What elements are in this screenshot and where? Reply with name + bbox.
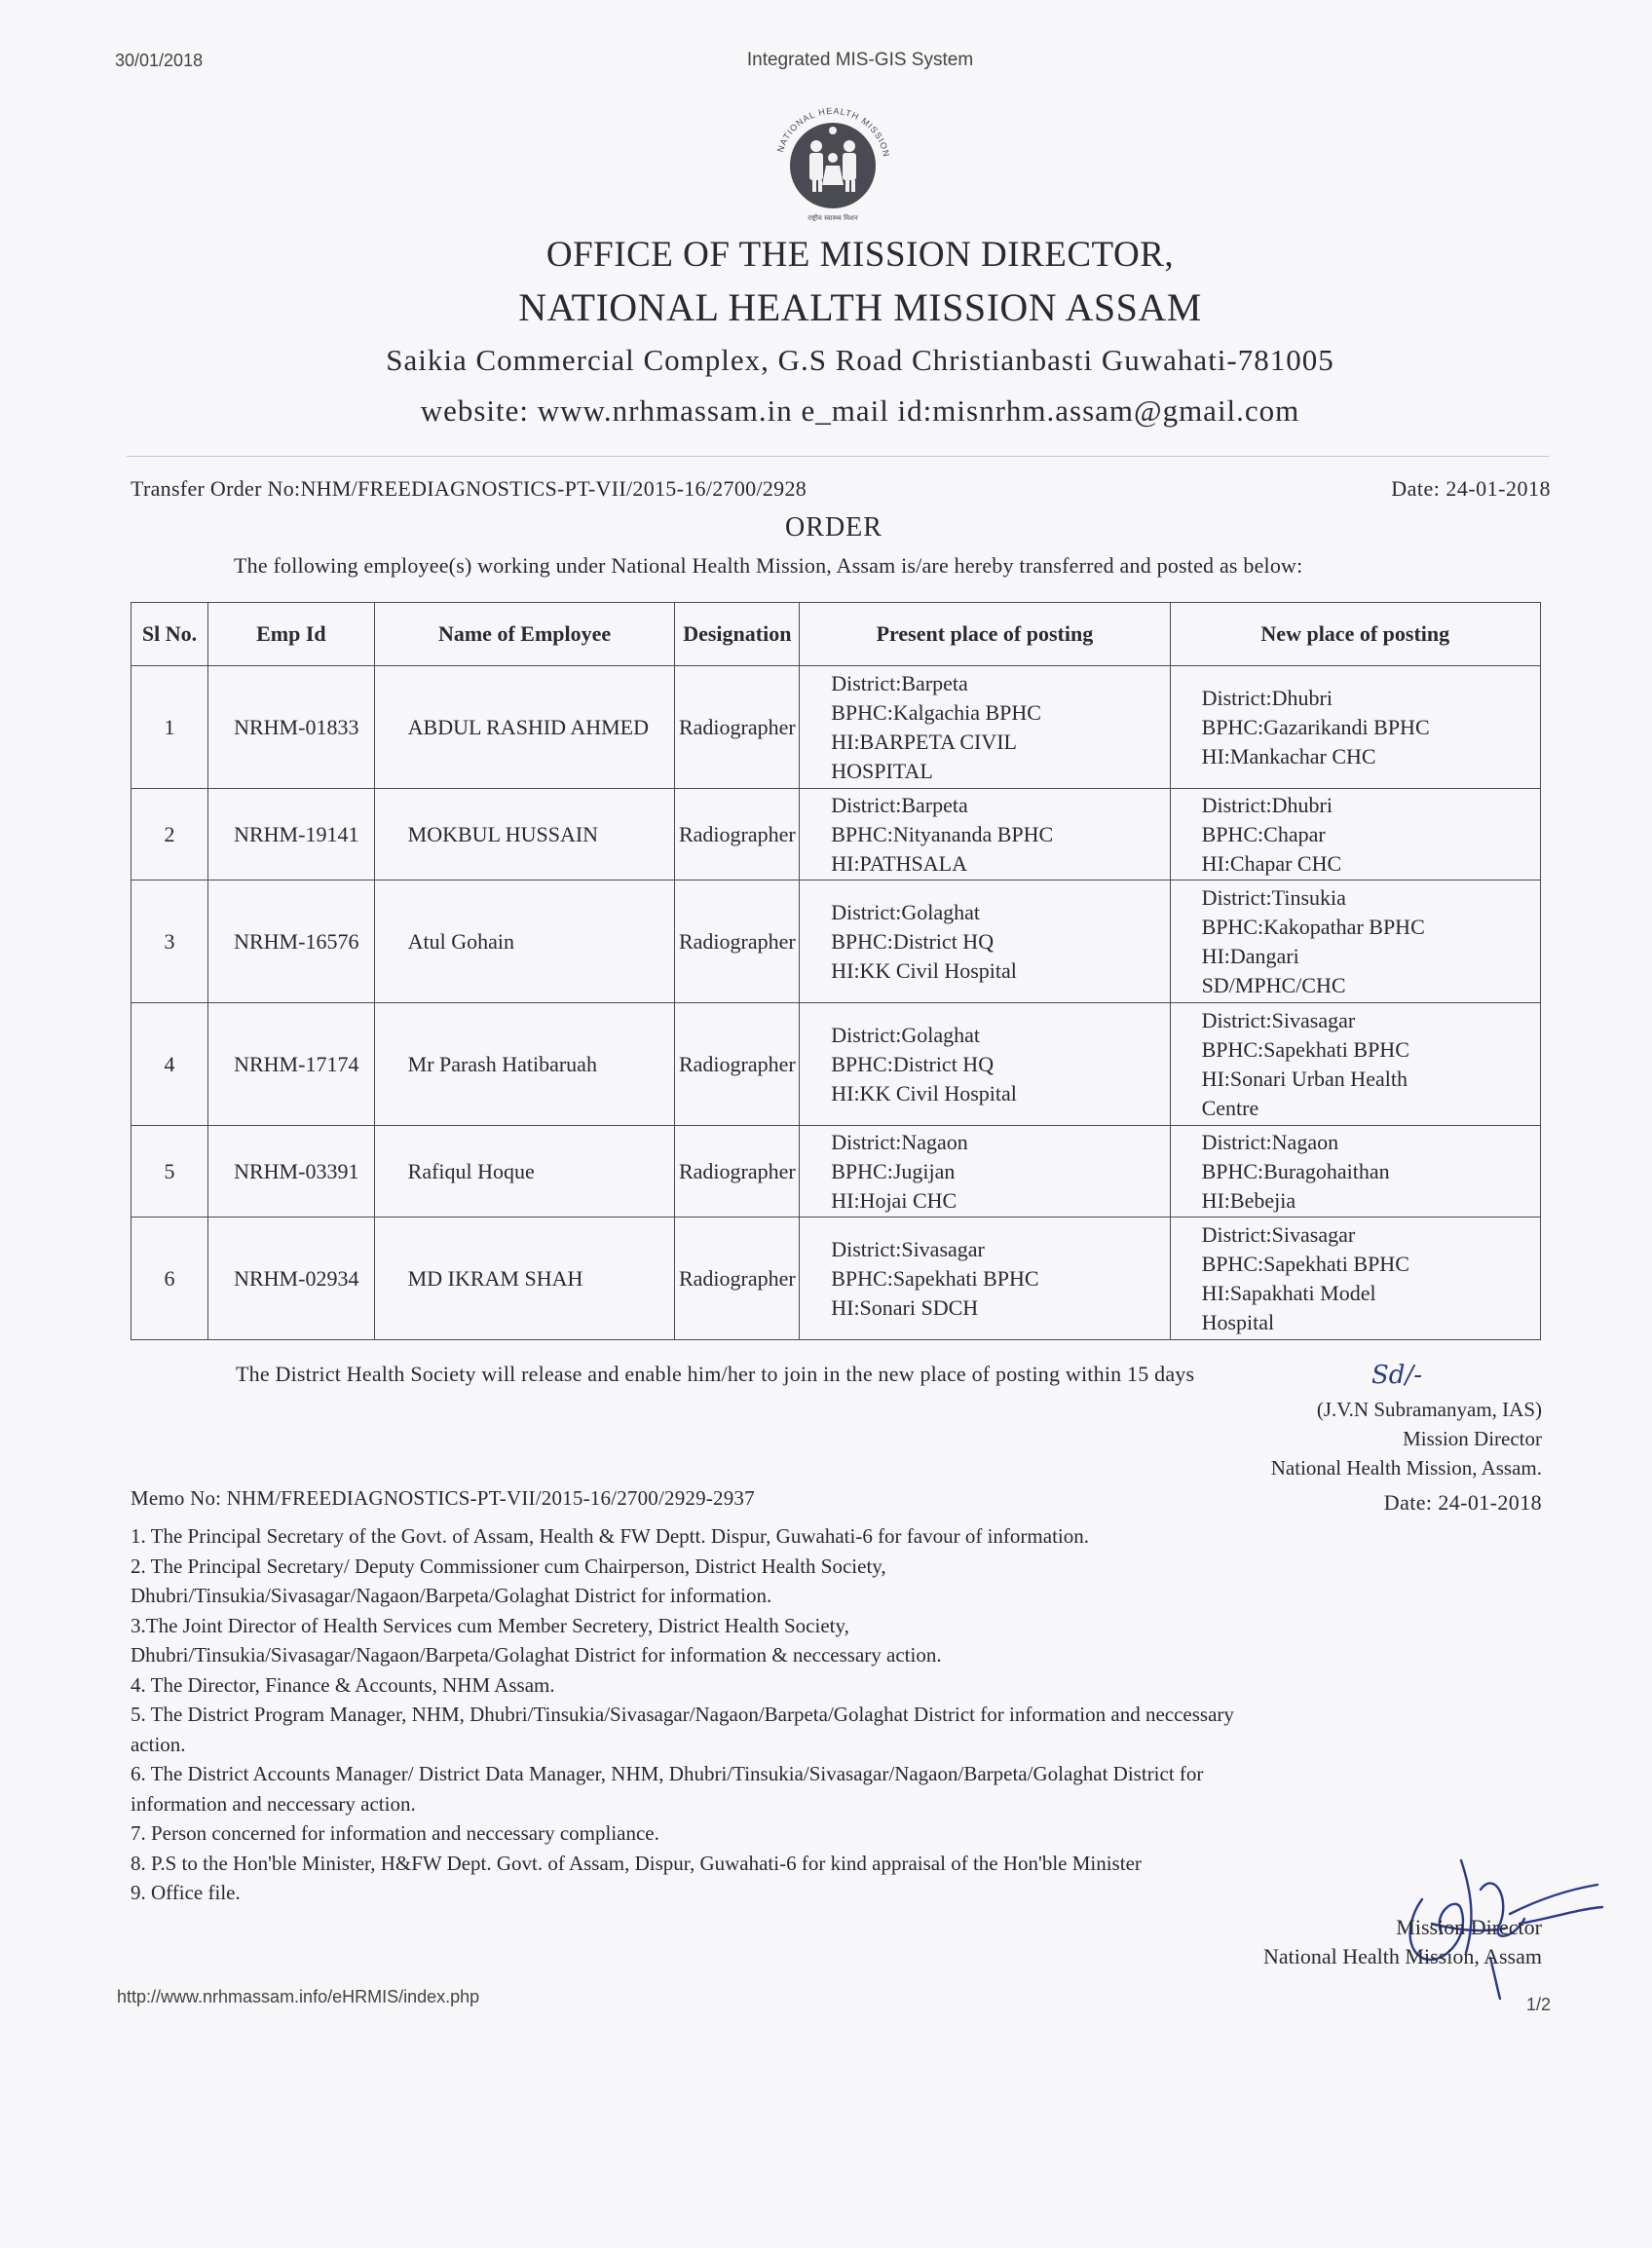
copy-to-item: Dhubri/Tinsukia/Sivasagar/Nagaon/Barpeta/Golaghat District for information & neccessary action. [131, 1643, 942, 1667]
posting-line: BPHC:Sapekhati BPHC [831, 1265, 1039, 1291]
posting-line: BPHC:Sapekhati BPHC [1201, 1251, 1409, 1276]
header-emp-id: Emp Id [208, 603, 375, 666]
table-row [131, 666, 1541, 789]
header-sl-no: Sl No. [131, 603, 208, 666]
signatory-org: National Health Mission, Assam [1263, 1944, 1542, 1968]
signatory-org: National Health Mission, Assam. [1270, 1456, 1542, 1480]
cell-employee-name: MOKBUL HUSSAIN [374, 789, 675, 880]
cell-present-posting [800, 1003, 1170, 1126]
copy-to-item: 4. The Director, Finance & Accounts, NHM Assam. [131, 1672, 555, 1697]
posting-line: District:Barpeta [831, 792, 968, 817]
posting-line: HI:PATHSALA [831, 850, 968, 876]
copy-to-item: 2. The Principal Secretary/ Deputy Commissioner cum Chairperson, District Health Society, [131, 1554, 886, 1578]
cell-present-posting [800, 880, 1170, 1003]
posting-line: BPHC:Kakopathar BPHC [1201, 914, 1425, 939]
release-note: The District Health Society will release and enable him/her to join in the new place of posting within 15 days [236, 1362, 1195, 1386]
header-name: Name of Employee [374, 603, 675, 666]
posting-line: District:Sivasagar [1201, 1007, 1356, 1032]
table-header-row [131, 603, 1541, 666]
office-contact: website: www.nrhmassam.in e_mail id:misnrhm.assam@gmail.com [420, 393, 1300, 428]
cell-employee-name: ABDUL RASHID AHMED [374, 666, 675, 789]
copy-to-item: action. [131, 1732, 186, 1756]
mission-title: NATIONAL HEALTH MISSION ASSAM [518, 285, 1202, 329]
posting-line: BPHC:Kalgachia BPHC [831, 699, 1041, 725]
cell-sl-no: 6 [131, 1218, 208, 1340]
posting-line: SD/MPHC/CHC [1201, 972, 1346, 997]
print-system-title: Integrated MIS-GIS System [746, 50, 974, 70]
posting-line: HI:Sonari SDCH [831, 1294, 979, 1320]
posting-line: HI:KK Civil Hospital [831, 1080, 1017, 1105]
cell-designation: Radiographer [675, 666, 800, 789]
copy-to-item: information and neccessary action. [131, 1791, 416, 1816]
cell-sl-no: 1 [131, 666, 208, 789]
cell-sl-no: 4 [131, 1003, 208, 1126]
copy-to-item: Dhubri/Tinsukia/Sivasagar/Nagaon/Barpeta/Golaghat District for information. [131, 1584, 772, 1607]
order-intro: The following employee(s) working under National Health Mission, Assam is/are hereby transferred and posted as below: [234, 553, 1303, 578]
cell-sl-no: 3 [131, 880, 208, 1003]
posting-line: Centre [1201, 1095, 1259, 1120]
posting-line: District:Barpeta [831, 670, 968, 695]
posting-line: BPHC:Gazarikandi BPHC [1201, 714, 1430, 739]
cell-present-posting [800, 1218, 1170, 1340]
table-row [131, 789, 1541, 880]
copy-to-item: 8. P.S to the Hon'ble Minister, H&FW Dept. Govt. of Assam, Dispur, Guwahati-6 for kind appraisal of the Hon'ble Minister [131, 1851, 1142, 1875]
order-heading: ORDER [785, 512, 882, 543]
posting-line: BPHC:Nityananda BPHC [831, 821, 1054, 846]
copy-to-item: 3.The Joint Director of Health Services cum Member Secretery, District Health Society, [131, 1613, 849, 1637]
transfer-table [131, 602, 1541, 1340]
posting-line: Hospital [1201, 1309, 1275, 1334]
cell-sl-no: 5 [131, 1126, 208, 1218]
posting-line: BPHC:Jugijan [831, 1158, 956, 1183]
footer-url: http://www.nrhmassam.info/eHRMIS/index.php [117, 1987, 480, 2006]
posting-line: HI:Chapar CHC [1201, 850, 1342, 876]
signatory-name: (J.V.N Subramanyam, IAS) [1316, 1398, 1542, 1421]
copy-to-item: 9. Office file. [131, 1881, 241, 1904]
header-new-posting: New place of posting [1170, 603, 1540, 666]
posting-line: District:Golaghat [831, 899, 980, 924]
office-title: OFFICE OF THE MISSION DIRECTOR, [545, 235, 1175, 275]
cell-designation: Radiographer [675, 1126, 800, 1218]
memo-number: Memo No: NHM/FREEDIAGNOSTICS-PT-VII/2015-16/2700/2929-2937 [131, 1486, 755, 1510]
posting-line: HOSPITAL [831, 758, 933, 783]
cell-new-posting [1170, 789, 1540, 880]
header-present-posting: Present place of posting [800, 603, 1170, 666]
posting-line: District:Sivasagar [831, 1236, 985, 1261]
signatory-block-memo [1263, 1913, 1542, 1971]
signatory-title: Mission Director [1403, 1427, 1542, 1450]
posting-line: District:Dhubri [1201, 685, 1333, 710]
page-number: 1/2 [1525, 1995, 1551, 2014]
cell-new-posting [1170, 1003, 1540, 1126]
posting-line: BPHC:Sapekhati BPHC [1201, 1036, 1409, 1062]
copy-to-item: 1. The Principal Secretary of the Govt. of Assam, Health & FW Deptt. Dispur, Guwahati-6 for favour of information. [131, 1524, 1089, 1548]
header-divider [127, 456, 1549, 457]
cell-employee-name: Rafiqul Hoque [374, 1126, 675, 1218]
cell-new-posting [1170, 666, 1540, 789]
posting-line: HI:Sonari Urban Health [1201, 1066, 1408, 1091]
transfer-order-number: Transfer Order No:NHM/FREEDIAGNOSTICS-PT-VII/2015-16/2700/2928 [131, 476, 807, 501]
posting-line: BPHC:District HQ [831, 1051, 995, 1076]
copy-to-item: 5. The District Program Manager, NHM, Dhubri/Tinsukia/Sivasagar/Nagaon/Barpeta/Golaghat District for information and neccessary [131, 1703, 1234, 1726]
cell-emp-id: NRHM-19141 [208, 789, 375, 880]
cell-sl-no: 2 [131, 789, 208, 880]
copy-to-item: 7. Person concerned for information and neccessary compliance. [131, 1821, 659, 1845]
cell-designation: Radiographer [675, 1003, 800, 1126]
cell-employee-name: Mr Parash Hatibaruah [374, 1003, 675, 1126]
cell-present-posting [800, 1126, 1170, 1218]
posting-line: BPHC:Chapar [1201, 821, 1326, 846]
nhm-logo [760, 97, 906, 224]
cell-new-posting [1170, 880, 1540, 1003]
posting-line: BPHC:Buragohaithan [1201, 1158, 1390, 1183]
posting-line: District:Nagaon [1201, 1129, 1339, 1154]
posting-line: District:Sivasagar [1201, 1221, 1356, 1247]
order-date: Date: 24-01-2018 [1391, 476, 1551, 501]
cell-designation: Radiographer [675, 880, 800, 1003]
posting-line: HI:BARPETA CIVIL [831, 729, 1017, 754]
posting-line: HI:Dangari [1201, 943, 1299, 968]
cell-new-posting [1170, 1126, 1540, 1218]
office-address: Saikia Commercial Complex, G.S Road Christianbasti Guwahati-781005 [386, 343, 1334, 377]
print-date: 30/01/2018 [115, 51, 204, 70]
signatory-block-order [1271, 1395, 1542, 1482]
cell-employee-name: Atul Gohain [374, 880, 675, 1003]
posting-line: HI:Bebejia [1201, 1187, 1296, 1213]
cell-emp-id: NRHM-02934 [208, 1218, 375, 1340]
copy-to-item: 6. The District Accounts Manager/ District Data Manager, NHM, Dhubri/Tinsukia/Sivasagar/Nagaon/Barpeta/Golaghat District for [131, 1762, 1204, 1785]
posting-line: HI:Sapakhati Model [1201, 1280, 1376, 1305]
cell-emp-id: NRHM-16576 [208, 880, 375, 1003]
table-row [131, 880, 1541, 1003]
posting-line: BPHC:District HQ [831, 928, 995, 954]
header-designation: Designation [675, 603, 800, 666]
cell-new-posting [1170, 1218, 1540, 1340]
cell-present-posting [800, 789, 1170, 880]
sd-mark: Sd/- [1371, 1361, 1422, 1390]
signatory-title: Mission Director [1396, 1915, 1542, 1939]
cell-emp-id: NRHM-17174 [208, 1003, 375, 1126]
cell-emp-id: NRHM-03391 [208, 1126, 375, 1218]
cell-present-posting [800, 666, 1170, 789]
cell-employee-name: MD IKRAM SHAH [374, 1218, 675, 1340]
posting-line: District:Tinsukia [1201, 884, 1346, 910]
cell-designation: Radiographer [675, 789, 800, 880]
cell-emp-id: NRHM-01833 [208, 666, 375, 789]
posting-line: HI:Mankachar CHC [1201, 743, 1376, 768]
posting-line: District:Dhubri [1201, 792, 1333, 817]
table-row [131, 1218, 1541, 1340]
posting-line: District:Nagaon [831, 1129, 968, 1154]
table-row [131, 1126, 1541, 1218]
svg-text:NATIONAL HEALTH MISSION: NATIONAL HEALTH MISSION [774, 105, 892, 159]
table-row [131, 1003, 1541, 1126]
posting-line: HI:KK Civil Hospital [831, 957, 1017, 983]
posting-line: District:Golaghat [831, 1022, 980, 1047]
memo-date: Date: 24-01-2018 [1383, 1490, 1542, 1515]
posting-line: HI:Hojai CHC [831, 1187, 957, 1213]
svg-text:राष्ट्रीय स्वास्थ्य मिशन: राष्ट्रीय स्वास्थ्य मिशन [807, 214, 858, 222]
cell-designation: Radiographer [675, 1218, 800, 1340]
